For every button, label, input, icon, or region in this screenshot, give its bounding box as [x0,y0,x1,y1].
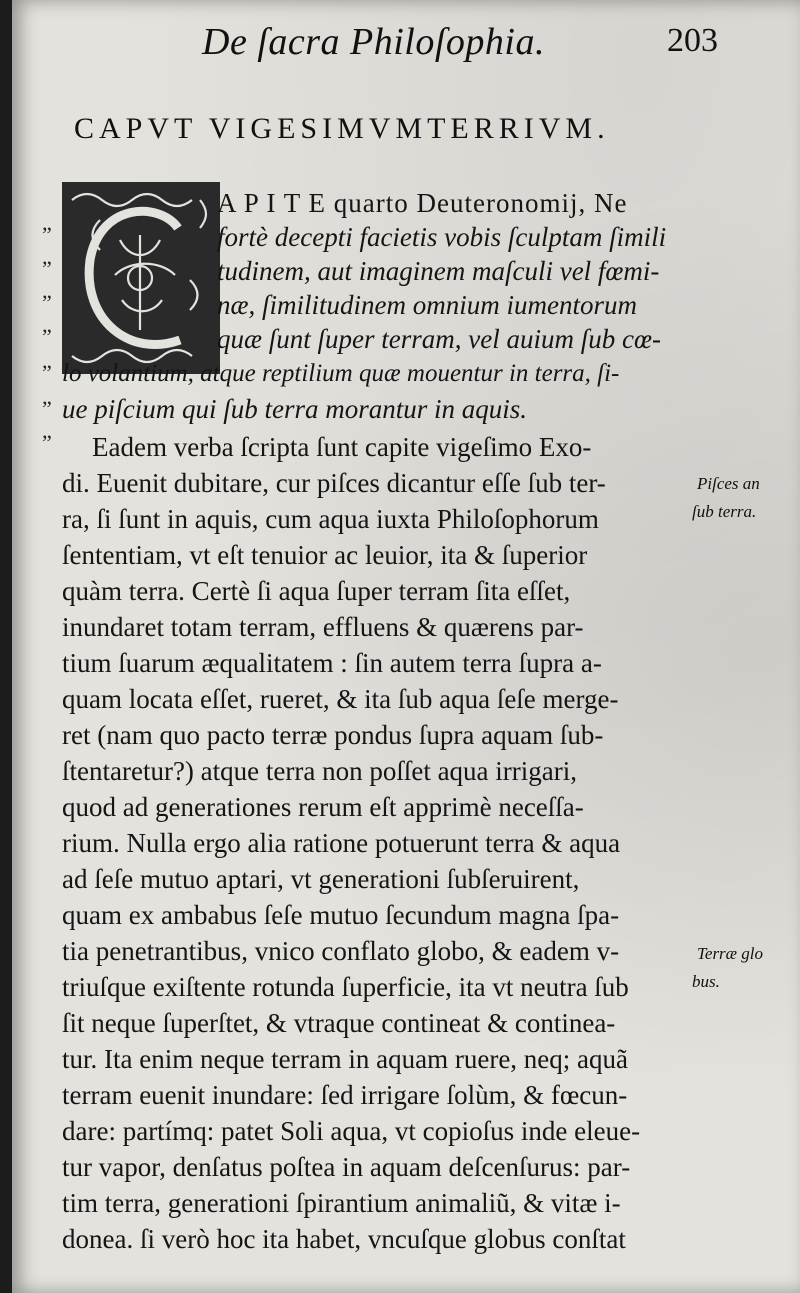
quote-mark: ” [42,256,52,281]
body-line: triuſque exiſtente rotunda ſuperficie, ita vt neutra ſub [62,972,629,1002]
body-line: dare: partímq: patet Soli aqua, vt copioſus inde eleue- [62,1116,641,1146]
body-line: di. Euenit dubitare, cur piſces dicantur eſſe ſub ter- [62,468,606,498]
quote-line: tudinem, aut imaginem maſculi vel fœmi- [217,256,660,286]
body-line: ra, ſi ſunt in aquis, cum aqua iuxta Philoſophorum [62,504,599,534]
body-line: tur vapor, denſatus poſtea in aquam deſcenſurus: par- [62,1152,631,1182]
quote-line: A P I T E quarto Deuteronomij, Ne [217,188,628,218]
body-line: tur. Ita enim neque terram in aquam ruere, neq; aquã [62,1044,629,1074]
body-line: inundaret totam terram, effluens & quærens par- [62,612,584,642]
body-line: ſententiam, vt eſt tenuior ac leuior, ita & ſuperior [62,540,588,570]
body-line: Eadem verba ſcripta ſunt capite vigeſimo Exo- [92,432,592,462]
body-line: tim terra, generationi ſpirantium animaliũ, & vitæ i- [62,1188,621,1218]
margin-note-2-line1: Terræ glo [697,944,763,963]
page-number: 203 [667,22,718,59]
body-line: terram euenit inundare: ſed irrigare ſolùm, & fœcun- [62,1080,628,1110]
quote-mark: ” [42,324,52,349]
margin-note-1-line2: ſub terra. [692,502,757,521]
body-line: ret (nam quo pacto terræ pondus ſupra aquam ſub- [62,720,604,750]
margin-note-2-line2: bus. [692,972,720,991]
chapter-title: CAPVT VIGESIMVMTERRIVM. [74,112,610,145]
body-line: ſit neque ſuperſtet, & vtraque contineat & continea- [62,1008,616,1038]
quote-line: ue piſcium qui ſub terra morantur in aquis. [62,394,527,424]
quote-line: næ, ſimilitudinem omnium iumentorum [217,290,637,320]
quote-mark: ” [42,430,52,455]
body-line: quam locata eſſet, rueret, & ita ſub aqua ſeſe merge- [62,684,619,714]
body-line: tia penetrantibus, vnico conflato globo, & eadem v- [62,936,620,966]
body-line: quod ad generationes rerum eſt apprimè neceſſa- [62,792,584,822]
book-page [12,0,800,1293]
quote-line: fortè decepti facietis vobis ſculptam ſimili [217,222,667,252]
quote-mark: ” [42,396,52,421]
running-title: De ſacra Philoſophia. [202,21,545,63]
body-line: quam ex ambabus ſeſe mutuo ſecundum magna ſpa- [62,900,620,930]
body-line: ad ſeſe mutuo aptari, vt generationi ſubſeruirent, [62,864,580,894]
body-line: rium. Nulla ergo alia ratione potuerunt terra & aqua [62,828,621,858]
quote-mark: ” [42,290,52,315]
body-line: tium ſuarum æqualitatem : ſin autem terra ſupra a- [62,648,602,678]
margin-note-1-line1: Piſces an [697,474,760,493]
quote-line: lo volantium, atque reptilium quæ mouentur in terra, ſi- [62,360,620,387]
quote-line: quæ ſunt ſuper terram, vel auium ſub cœ- [217,324,661,354]
body-line: donea. ſi verò hoc ita habet, vncuſque globus conſtat [62,1224,626,1254]
quote-mark: ” [42,222,52,247]
body-line: quàm terra. Certè ſi aqua ſuper terram ſita eſſet, [62,576,571,606]
quote-mark: ” [42,360,52,385]
body-line: ſtentaretur?) atque terra non poſſet aqua irrigari, [62,756,578,786]
decorated-initial-c [60,180,222,376]
